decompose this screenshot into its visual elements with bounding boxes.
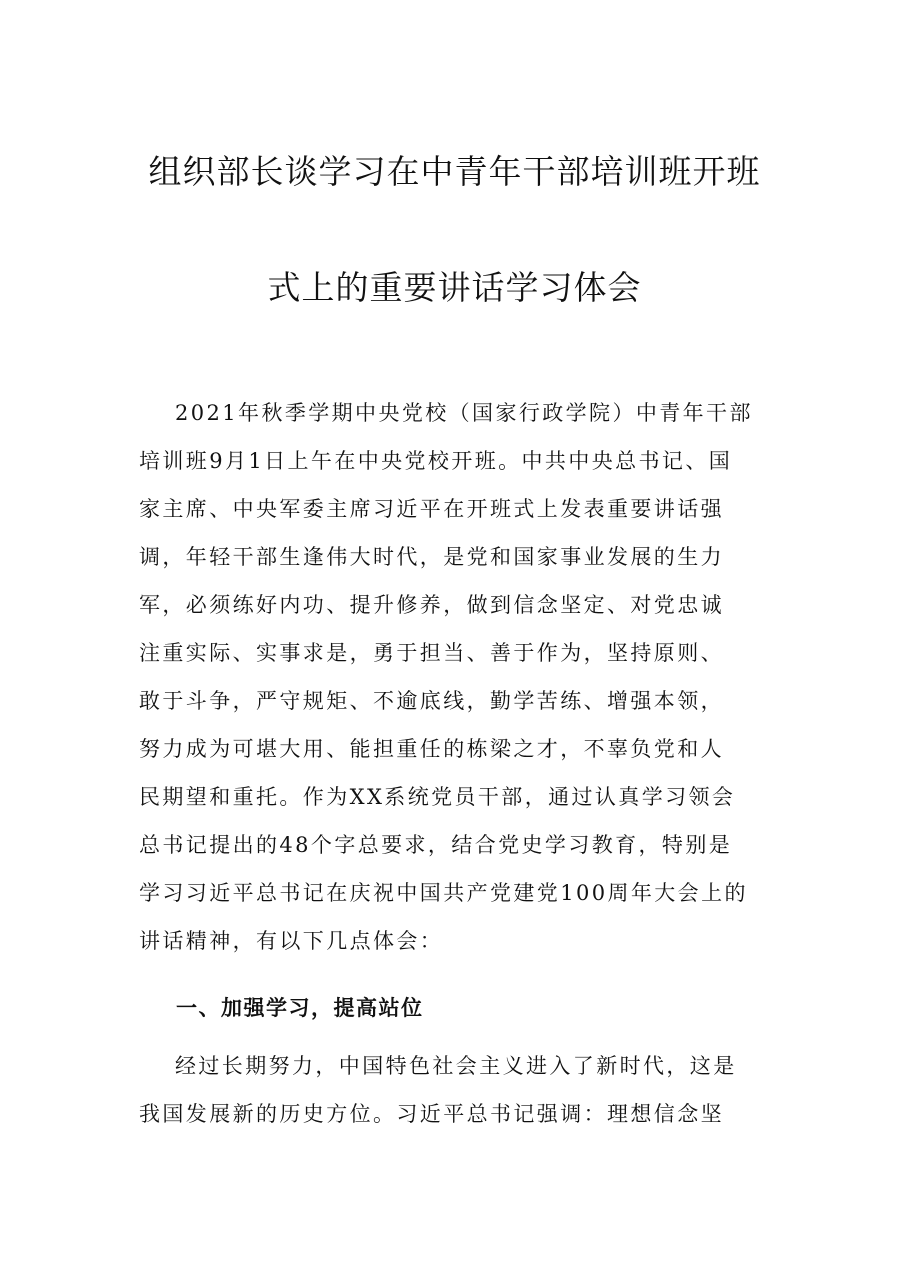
paragraph-line: 民期望和重托。作为XX系统党员干部，通过认真学习领会 [139, 785, 736, 809]
paragraph-line: 军，必须练好内功、提升修养，做到信念坚定、对党忠诚 [139, 593, 724, 617]
paragraph-line: 调，年轻干部生逢伟大时代，是党和国家事业发展的生力 [139, 545, 724, 569]
paragraph-line: 家主席、中央军委主席习近平在开班式上发表重要讲话强 [139, 497, 724, 521]
paragraph-line: 2021年秋季学期中央党校（国家行政学院）中青年干部 [175, 401, 753, 425]
paragraph-line: 经过长期努力，中国特色社会主义进入了新时代，这是 [175, 1054, 737, 1078]
paragraph-line: 我国发展新的历史方位。习近平总书记强调：理想信念坚 [139, 1102, 724, 1126]
paragraph-line: 培训班9月1日上午在中央党校开班。中共中央总书记、国 [139, 449, 733, 473]
document-title-line-1: 组织部长谈学习在中青年干部培训班开班 [148, 152, 761, 191]
paragraph-line: 讲话精神，有以下几点体会： [139, 929, 444, 953]
paragraph-line: 学习习近平总书记在庆祝中国共产党建党100周年大会上的 [139, 881, 748, 905]
paragraph-line: 努力成为可堪大用、能担重任的栋梁之才，不辜负党和人 [139, 737, 724, 761]
paragraph-line: 注重实际、实事求是，勇于担当、善于作为，坚持原则、 [139, 641, 724, 665]
paragraph-line: 总书记提出的48个字总要求，结合党史学习教育，特别是 [139, 833, 733, 857]
document-title-line-2: 式上的重要讲话学习体会 [267, 268, 642, 307]
section-heading-1: 一、加强学习，提高站位 [176, 996, 424, 1020]
paragraph-line: 敢于斗争，严守规矩、不逾底线，勤学苦练、增强本领， [139, 689, 724, 713]
